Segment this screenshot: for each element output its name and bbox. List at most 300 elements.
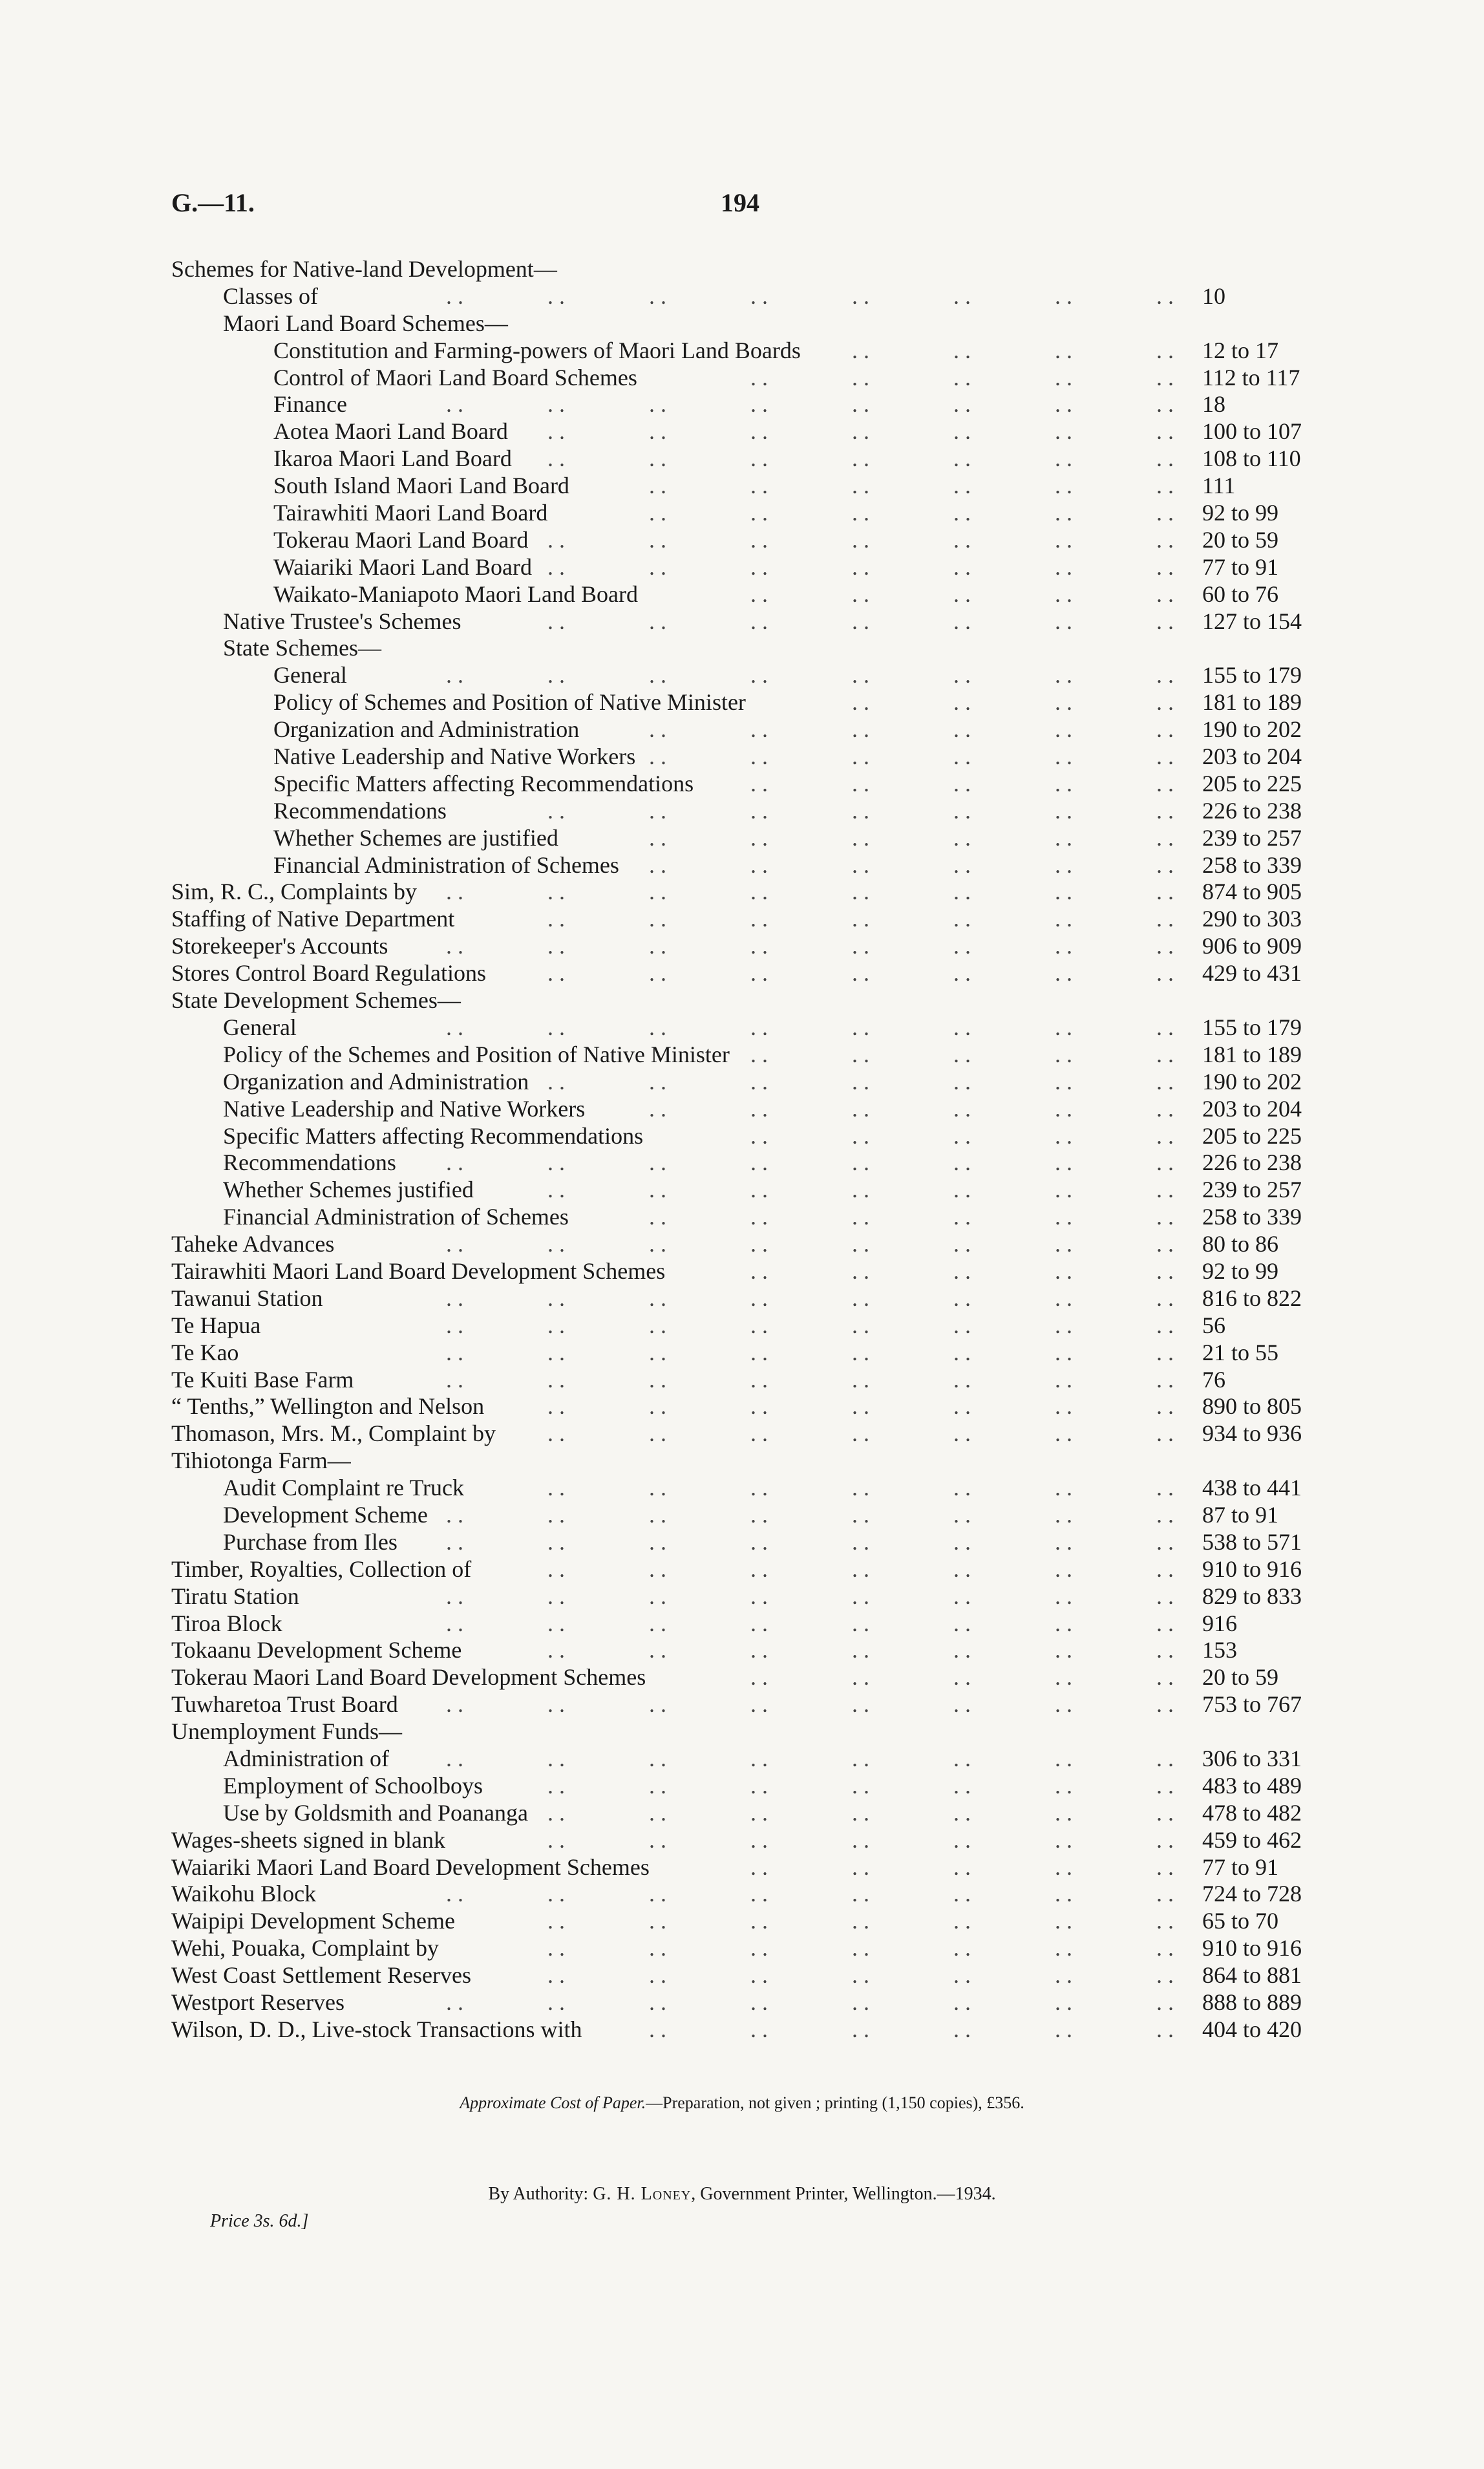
index-entry xyxy=(171,771,1302,798)
index-entry xyxy=(171,473,1302,500)
dot-leader: . . xyxy=(1055,1881,1072,1907)
index-entry xyxy=(171,1014,1302,1042)
dot-leader: . . xyxy=(953,960,971,987)
dot-leader: . . xyxy=(852,1257,869,1284)
dot-leader: . . xyxy=(547,391,565,418)
entry-title: Whether Schemes are justified xyxy=(273,824,558,851)
dot-leader: . . xyxy=(1156,1664,1174,1691)
entry-title: Financial Administration of Schemes xyxy=(223,1204,569,1230)
dot-leader: . . xyxy=(547,960,565,987)
dot-leader: . . xyxy=(852,1989,869,2015)
dot-leader: . . xyxy=(1055,473,1072,499)
dot-leader: . . xyxy=(1156,770,1174,796)
index-entry xyxy=(171,1827,1302,1854)
dot-leader: . . xyxy=(649,1962,666,1989)
dot-leader: . . xyxy=(547,1610,565,1636)
dot-leader: . . xyxy=(1055,1041,1072,1067)
dot-leader: . . xyxy=(1055,608,1072,634)
dot-leader: . . xyxy=(1156,1989,1174,2015)
entry-title: Finance xyxy=(273,391,347,418)
entry-title: Tihiotonga Farm— xyxy=(171,1448,351,1474)
dot-leader: . . xyxy=(953,1366,971,1393)
dot-leader: . . xyxy=(1156,689,1174,716)
dot-leader: . . xyxy=(852,1366,869,1393)
entry-title: Tokaanu Development Scheme xyxy=(171,1637,462,1663)
dot-leader: . . xyxy=(446,1583,463,1609)
dot-leader: . . xyxy=(750,716,768,743)
entry-title: Classes of xyxy=(223,283,318,309)
entry-title: Constitution and Farming-powers of Maori Land Boards xyxy=(273,337,801,363)
dot-leader: . . xyxy=(649,1204,666,1230)
dot-leader: . . xyxy=(750,553,768,580)
entry-pages: 429 to 431 xyxy=(1202,960,1302,987)
dot-leader: . . xyxy=(852,689,869,716)
dot-leader: . . xyxy=(852,1475,869,1501)
dot-leader: . . xyxy=(953,716,971,743)
dot-leader: . . xyxy=(750,364,768,390)
dot-leader: . . xyxy=(750,662,768,689)
entry-pages: 127 to 154 xyxy=(1202,608,1302,634)
dot-leader: . . xyxy=(750,608,768,634)
dot-leader: . . xyxy=(1055,364,1072,390)
entry-pages: 56 xyxy=(1202,1312,1225,1338)
dot-leader: . . xyxy=(852,1637,869,1663)
dot-leader: . . xyxy=(750,879,768,905)
entry-title: Organization and Administration xyxy=(223,1068,529,1095)
dot-leader: . . xyxy=(649,1935,666,1961)
dot-leader: . . xyxy=(1156,1393,1174,1420)
dot-leader: . . xyxy=(953,1177,971,1203)
index-entry xyxy=(171,635,1302,662)
index-entry xyxy=(171,310,1302,337)
dot-leader: . . xyxy=(547,1637,565,1663)
dot-leader: . . xyxy=(547,1393,565,1420)
dot-leader: . . xyxy=(649,1989,666,2015)
entry-title: Tiratu Station xyxy=(171,1583,299,1609)
index-entry xyxy=(171,716,1302,743)
dot-leader: . . xyxy=(1156,418,1174,445)
entry-pages: 111 xyxy=(1202,473,1236,499)
dot-leader: . . xyxy=(649,1393,666,1420)
dot-leader: . . xyxy=(547,445,565,472)
entry-pages: 910 to 916 xyxy=(1202,1935,1302,1961)
dot-leader: . . xyxy=(649,1095,666,1122)
dot-leader: . . xyxy=(649,797,666,824)
index-entry xyxy=(171,1773,1302,1800)
dot-leader: . . xyxy=(1055,743,1072,770)
dot-leader: . . xyxy=(649,960,666,987)
cost-note xyxy=(0,2093,1484,2113)
dot-leader: . . xyxy=(953,1664,971,1691)
dot-leader: . . xyxy=(953,1854,971,1880)
dot-leader: . . xyxy=(852,1393,869,1420)
dot-leader: . . xyxy=(649,608,666,634)
dot-leader: . . xyxy=(1156,1014,1174,1040)
dot-leader: . . xyxy=(953,581,971,607)
dot-leader: . . xyxy=(547,1014,565,1040)
index-entry xyxy=(171,1691,1302,1718)
dot-leader: . . xyxy=(1156,473,1174,499)
dot-leader: . . xyxy=(852,1610,869,1636)
entry-title: Unemployment Funds— xyxy=(171,1718,402,1745)
index-entry xyxy=(171,256,1302,283)
dot-leader: . . xyxy=(852,1826,869,1853)
dot-leader: . . xyxy=(446,879,463,905)
entry-title: Wilson, D. D., Live-stock Transactions with xyxy=(171,2016,582,2042)
dot-leader: . . xyxy=(1156,1257,1174,1284)
dot-leader: . . xyxy=(953,662,971,689)
entry-title: Policy of Schemes and Position of Native Minister xyxy=(273,689,746,716)
dot-leader: . . xyxy=(750,1854,768,1880)
entry-title: Te Hapua xyxy=(171,1312,261,1338)
dot-leader: . . xyxy=(953,1068,971,1095)
dot-leader: . . xyxy=(649,1583,666,1609)
dot-leader: . . xyxy=(1055,1285,1072,1311)
dot-leader: . . xyxy=(953,1122,971,1149)
index-entry xyxy=(171,1367,1302,1394)
index-entry xyxy=(171,689,1302,716)
dot-leader: . . xyxy=(852,797,869,824)
index-entry xyxy=(171,1556,1302,1583)
dot-leader: . . xyxy=(750,1068,768,1095)
dot-leader: . . xyxy=(852,1068,869,1095)
dot-leader: . . xyxy=(1055,906,1072,932)
dot-leader: . . xyxy=(1156,445,1174,472)
dot-leader: . . xyxy=(852,879,869,905)
dot-leader: . . xyxy=(1156,851,1174,878)
dot-leader: . . xyxy=(446,1745,463,1771)
entry-title: Tairawhiti Maori Land Board xyxy=(273,500,548,526)
dot-leader: . . xyxy=(446,1339,463,1365)
entry-pages: 906 to 909 xyxy=(1202,933,1302,959)
dot-leader: . . xyxy=(852,581,869,607)
dot-leader: . . xyxy=(649,1908,666,1934)
entry-title: Sim, R. C., Complaints by xyxy=(171,879,418,905)
dot-leader: . . xyxy=(1156,824,1174,851)
dot-leader: . . xyxy=(750,526,768,553)
index-entry xyxy=(171,743,1302,771)
dot-leader: . . xyxy=(750,581,768,607)
entry-title: Wehi, Pouaka, Complaint by xyxy=(171,1935,440,1961)
index-entry xyxy=(171,798,1302,825)
entry-title: Policy of the Schemes and Position of Native Minister xyxy=(223,1041,730,1067)
dot-leader: . . xyxy=(852,1149,869,1176)
entry-pages: 77 to 91 xyxy=(1202,553,1279,580)
entry-pages: 76 xyxy=(1202,1366,1225,1393)
dot-leader: . . xyxy=(953,1095,971,1122)
dot-leader: . . xyxy=(750,418,768,445)
dot-leader: . . xyxy=(953,1339,971,1365)
entry-pages: 438 to 441 xyxy=(1202,1475,1302,1501)
index-entry xyxy=(171,1149,1302,1177)
dot-leader: . . xyxy=(1156,2016,1174,2042)
dot-leader: . . xyxy=(852,824,869,851)
dot-leader: . . xyxy=(1055,960,1072,987)
dot-leader: . . xyxy=(1055,1366,1072,1393)
dot-leader: . . xyxy=(649,1555,666,1582)
entry-title: Employment of Schoolboys xyxy=(223,1772,483,1799)
dot-leader: . . xyxy=(1055,1257,1072,1284)
dot-leader: . . xyxy=(446,1501,463,1528)
dot-leader: . . xyxy=(1055,689,1072,716)
dot-leader: . . xyxy=(750,1528,768,1555)
entry-pages: 10 xyxy=(1202,283,1225,309)
dot-leader: . . xyxy=(1156,283,1174,309)
dot-leader: . . xyxy=(1055,1149,1072,1176)
index-entry xyxy=(171,1123,1302,1150)
dot-leader: . . xyxy=(953,1772,971,1799)
index-entry xyxy=(171,879,1302,906)
dot-leader: . . xyxy=(953,770,971,796)
entry-pages: 226 to 238 xyxy=(1202,1149,1302,1176)
dot-leader: . . xyxy=(1156,1583,1174,1609)
dot-leader: . . xyxy=(953,1691,971,1718)
dot-leader: . . xyxy=(649,851,666,878)
dot-leader: . . xyxy=(1156,797,1174,824)
dot-leader: . . xyxy=(649,1881,666,1907)
dot-leader: . . xyxy=(750,1935,768,1961)
entry-title: West Coast Settlement Reserves xyxy=(171,1962,472,1989)
entry-pages: 538 to 571 xyxy=(1202,1528,1302,1555)
entry-pages: 934 to 936 xyxy=(1202,1420,1302,1447)
index-entry xyxy=(171,2016,1302,2044)
index-entry xyxy=(171,987,1302,1014)
dot-leader: . . xyxy=(953,1312,971,1338)
dot-leader: . . xyxy=(547,1068,565,1095)
entry-pages: 60 to 76 xyxy=(1202,581,1279,607)
dot-leader: . . xyxy=(446,662,463,689)
cost-label: Approximate Cost of Paper. xyxy=(460,2093,646,2112)
authority-suffix: , Government Printer, Wellington.—1934. xyxy=(691,2184,996,2204)
entry-title: Waipipi Development Scheme xyxy=(171,1908,455,1934)
dot-leader: . . xyxy=(953,824,971,851)
dot-leader: . . xyxy=(852,500,869,526)
entry-title: Waiariki Maori Land Board xyxy=(273,553,532,580)
entry-pages: 478 to 482 xyxy=(1202,1799,1302,1826)
entry-pages: 816 to 822 xyxy=(1202,1285,1302,1311)
dot-leader: . . xyxy=(547,879,565,905)
entry-title: Specific Matters affecting Recommendations xyxy=(223,1122,644,1149)
dot-leader: . . xyxy=(1055,933,1072,959)
entry-title: Tokerau Maori Land Board xyxy=(273,526,529,553)
entry-title: Tawanui Station xyxy=(171,1285,323,1311)
dot-leader: . . xyxy=(446,283,463,309)
dot-leader: . . xyxy=(1055,662,1072,689)
dot-leader: . . xyxy=(1156,364,1174,390)
dot-leader: . . xyxy=(547,1149,565,1176)
dot-leader: . . xyxy=(547,1420,565,1447)
entry-title: State Schemes— xyxy=(223,635,381,661)
dot-leader: . . xyxy=(852,851,869,878)
dot-leader: . . xyxy=(852,2016,869,2042)
dot-leader: . . xyxy=(1055,770,1072,796)
dot-leader: . . xyxy=(953,1610,971,1636)
dot-leader: . . xyxy=(953,1420,971,1447)
entry-pages: 87 to 91 xyxy=(1202,1501,1279,1528)
dot-leader: . . xyxy=(852,933,869,959)
entry-pages: 916 xyxy=(1202,1610,1237,1636)
entry-title: Tiroa Block xyxy=(171,1610,282,1636)
dot-leader: . . xyxy=(1055,1122,1072,1149)
dot-leader: . . xyxy=(1055,1068,1072,1095)
entry-title: Aotea Maori Land Board xyxy=(273,418,508,445)
dot-leader: . . xyxy=(750,1799,768,1826)
dot-leader: . . xyxy=(953,1041,971,1067)
dot-leader: . . xyxy=(953,1285,971,1311)
entry-title: Stores Control Board Regulations xyxy=(171,960,486,987)
dot-leader: . . xyxy=(1156,1231,1174,1257)
entry-pages: 181 to 189 xyxy=(1202,1041,1302,1067)
dot-leader: . . xyxy=(649,1312,666,1338)
dot-leader: . . xyxy=(750,1583,768,1609)
dot-leader: . . xyxy=(547,1528,565,1555)
dot-leader: . . xyxy=(1055,445,1072,472)
entry-pages: 306 to 331 xyxy=(1202,1745,1302,1771)
dot-leader: . . xyxy=(953,553,971,580)
dot-leader: . . xyxy=(953,1637,971,1663)
entry-pages: 864 to 881 xyxy=(1202,1962,1302,1989)
dot-leader: . . xyxy=(649,1610,666,1636)
authority-prefix: By Authority: xyxy=(488,2184,589,2204)
dot-leader: . . xyxy=(852,960,869,987)
entry-title: State Development Schemes— xyxy=(171,987,461,1014)
entry-title: General xyxy=(273,662,347,689)
index-entry xyxy=(171,1231,1302,1258)
index-entry xyxy=(171,1475,1302,1502)
dot-leader: . . xyxy=(750,1393,768,1420)
entry-pages: 205 to 225 xyxy=(1202,1122,1302,1149)
index-entry xyxy=(171,1962,1302,1989)
dot-leader: . . xyxy=(1156,960,1174,987)
dot-leader: . . xyxy=(1055,1475,1072,1501)
index-entry xyxy=(171,1448,1302,1475)
dot-leader: . . xyxy=(649,2016,666,2042)
dot-leader: . . xyxy=(852,1935,869,1961)
dot-leader: . . xyxy=(852,662,869,689)
index-entry xyxy=(171,852,1302,879)
dot-leader: . . xyxy=(953,1881,971,1907)
entry-pages: 290 to 303 xyxy=(1202,906,1302,932)
dot-leader: . . xyxy=(446,1610,463,1636)
dot-leader: . . xyxy=(852,1908,869,1934)
dot-leader: . . xyxy=(649,1339,666,1365)
dot-leader: . . xyxy=(953,879,971,905)
dot-leader: . . xyxy=(750,1420,768,1447)
dot-leader: . . xyxy=(547,553,565,580)
dot-leader: . . xyxy=(1055,1989,1072,2015)
index-entry xyxy=(171,365,1302,392)
dot-leader: . . xyxy=(750,770,768,796)
dot-leader: . . xyxy=(446,1366,463,1393)
dot-leader: . . xyxy=(1055,1583,1072,1609)
entry-pages: 65 to 70 xyxy=(1202,1908,1279,1934)
entry-pages: 753 to 767 xyxy=(1202,1691,1302,1718)
dot-leader: . . xyxy=(750,1014,768,1040)
dot-leader: . . xyxy=(852,1095,869,1122)
dot-leader: . . xyxy=(1156,1122,1174,1149)
dot-leader: . . xyxy=(750,391,768,418)
dot-leader: . . xyxy=(750,1257,768,1284)
index-entry xyxy=(171,906,1302,933)
entry-title: Tokerau Maori Land Board Development Schemes xyxy=(171,1664,646,1691)
entry-title: Tairawhiti Maori Land Board Development Schemes xyxy=(171,1257,666,1284)
dot-leader: . . xyxy=(1156,716,1174,743)
index-entry xyxy=(171,608,1302,636)
index-entry xyxy=(171,1800,1302,1827)
dot-leader: . . xyxy=(750,1339,768,1365)
entry-pages: 108 to 110 xyxy=(1202,445,1301,472)
dot-leader: . . xyxy=(852,743,869,770)
dot-leader: . . xyxy=(1055,1854,1072,1880)
entry-title: Whether Schemes justified xyxy=(223,1177,474,1203)
dot-leader: . . xyxy=(547,526,565,553)
entry-pages: 258 to 339 xyxy=(1202,851,1302,878)
dot-leader: . . xyxy=(649,716,666,743)
index-entry xyxy=(171,445,1302,473)
dot-leader: . . xyxy=(1055,1501,1072,1528)
index-entry xyxy=(171,1420,1302,1448)
price-note: Price 3s. 6d.] xyxy=(210,2211,309,2231)
dot-leader: . . xyxy=(852,1204,869,1230)
dot-leader: . . xyxy=(750,283,768,309)
dot-leader: . . xyxy=(852,716,869,743)
dot-leader: . . xyxy=(750,1908,768,1934)
dot-leader: . . xyxy=(1055,1231,1072,1257)
dot-leader: . . xyxy=(649,743,666,770)
dot-leader: . . xyxy=(750,445,768,472)
dot-leader: . . xyxy=(750,797,768,824)
dot-leader: . . xyxy=(953,283,971,309)
dot-leader: . . xyxy=(852,283,869,309)
dot-leader: . . xyxy=(1055,1962,1072,1989)
dot-leader: . . xyxy=(1055,1555,1072,1582)
dot-leader: . . xyxy=(750,1962,768,1989)
dot-leader: . . xyxy=(852,1122,869,1149)
index-entry xyxy=(171,1285,1302,1312)
entry-pages: 153 xyxy=(1202,1637,1237,1663)
dot-leader: . . xyxy=(750,1555,768,1582)
dot-leader: . . xyxy=(1055,1935,1072,1961)
index-entry xyxy=(171,418,1302,445)
dot-leader: . . xyxy=(852,1285,869,1311)
dot-leader: . . xyxy=(649,1285,666,1311)
dot-leader: . . xyxy=(750,1826,768,1853)
dot-leader: . . xyxy=(1156,1285,1174,1311)
dot-leader: . . xyxy=(1055,1745,1072,1771)
dot-leader: . . xyxy=(1055,1772,1072,1799)
index-entry xyxy=(171,1908,1302,1935)
dot-leader: . . xyxy=(750,1610,768,1636)
dot-leader: . . xyxy=(750,1285,768,1311)
dot-leader: . . xyxy=(649,1420,666,1447)
entry-title: Te Kao xyxy=(171,1339,239,1365)
dot-leader: . . xyxy=(547,1881,565,1907)
dot-leader: . . xyxy=(446,1014,463,1040)
dot-leader: . . xyxy=(953,473,971,499)
entry-title: Wages-sheets signed in blank xyxy=(171,1826,446,1853)
dot-leader: . . xyxy=(1156,743,1174,770)
dot-leader: . . xyxy=(1055,283,1072,309)
index-entry xyxy=(171,825,1302,852)
dot-leader: . . xyxy=(852,906,869,932)
index-entry xyxy=(171,1529,1302,1556)
index-entry xyxy=(171,1393,1302,1420)
dot-leader: . . xyxy=(649,526,666,553)
dot-leader: . . xyxy=(649,1231,666,1257)
dot-leader: . . xyxy=(649,879,666,905)
dot-leader: . . xyxy=(446,1691,463,1718)
dot-leader: . . xyxy=(953,1475,971,1501)
